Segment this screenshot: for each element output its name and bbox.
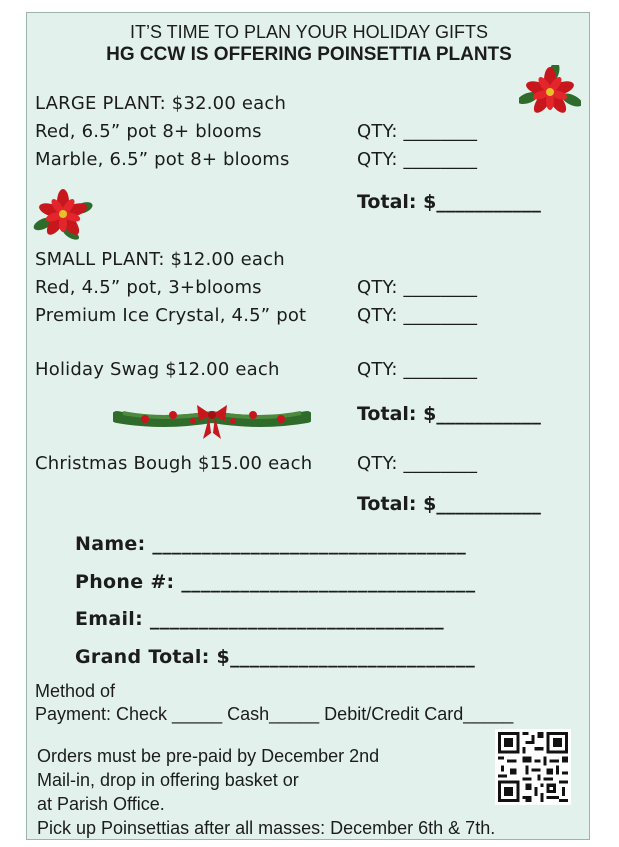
- small-item-ice-crystal: Premium Ice Crystal, 4.5” pot: [35, 305, 307, 326]
- small-plant-price: $12.00 each: [164, 249, 285, 270]
- holiday-swag-item: Holiday Swag $12.00 each: [35, 359, 280, 380]
- bough-qty-field[interactable]: QTY: ________: [357, 453, 478, 474]
- qr-code[interactable]: [495, 729, 571, 805]
- note-mail-in: Mail-in, drop in offering basket or: [37, 770, 299, 790]
- swag-total-field[interactable]: Total: $___________: [357, 403, 541, 425]
- poinsettia-icon: [33, 187, 93, 241]
- phone-field[interactable]: Phone #: ______________________________: [75, 571, 476, 593]
- grand-total-field[interactable]: Grand Total: $_________________________: [75, 646, 476, 668]
- poinsettia-icon: [519, 65, 581, 119]
- large-total-field[interactable]: Total: $___________: [357, 191, 541, 213]
- swag-qty-field[interactable]: QTY: ________: [357, 359, 478, 380]
- large-plant-price: $32.00 each: [165, 93, 287, 114]
- note-parish-office: at Parish Office.: [37, 794, 165, 814]
- small-plant-label: SMALL PLANT:: [35, 249, 165, 270]
- order-form-card: [26, 12, 590, 840]
- small-item-red: Red, 4.5” pot, 3+blooms: [35, 277, 262, 298]
- payment-method-label: Method of: [35, 681, 116, 701]
- bough-total-field[interactable]: Total: $___________: [357, 493, 541, 515]
- large-marble-qty-field[interactable]: QTY: ________: [357, 149, 478, 170]
- large-plant-label: LARGE PLANT:: [35, 93, 166, 114]
- large-item-red: Red, 6.5” pot 8+ blooms: [35, 121, 262, 142]
- note-prepaid: Orders must be pre-paid by December 2nd: [37, 746, 380, 766]
- large-red-qty-field[interactable]: QTY: ________: [357, 121, 478, 142]
- note-pickup: Pick up Poinsettias after all masses: December 6th & 7th.: [37, 818, 496, 838]
- small-ice-qty-field[interactable]: QTY: ________: [357, 305, 478, 326]
- header-line-2: HG CCW IS OFFERING POINSETTIA PLANTS: [106, 44, 512, 65]
- large-item-marble: Marble, 6.5” pot 8+ blooms: [35, 149, 290, 170]
- small-red-qty-field[interactable]: QTY: ________: [357, 277, 478, 298]
- small-plant-heading: [35, 251, 285, 269]
- name-field[interactable]: Name: ________________________________: [75, 533, 467, 555]
- email-field[interactable]: Email: ______________________________: [75, 608, 444, 630]
- christmas-bough-item: Christmas Bough $15.00 each: [35, 453, 313, 474]
- large-plant-heading: [35, 95, 286, 113]
- payment-options[interactable]: Payment: Check _____ Cash_____ Debit/Credit Card_____: [35, 704, 514, 724]
- garland-icon: [113, 395, 311, 441]
- qr-code-icon: [495, 729, 571, 805]
- header-line-1: IT’S TIME TO PLAN YOUR HOLIDAY GIFTS: [129, 22, 489, 42]
